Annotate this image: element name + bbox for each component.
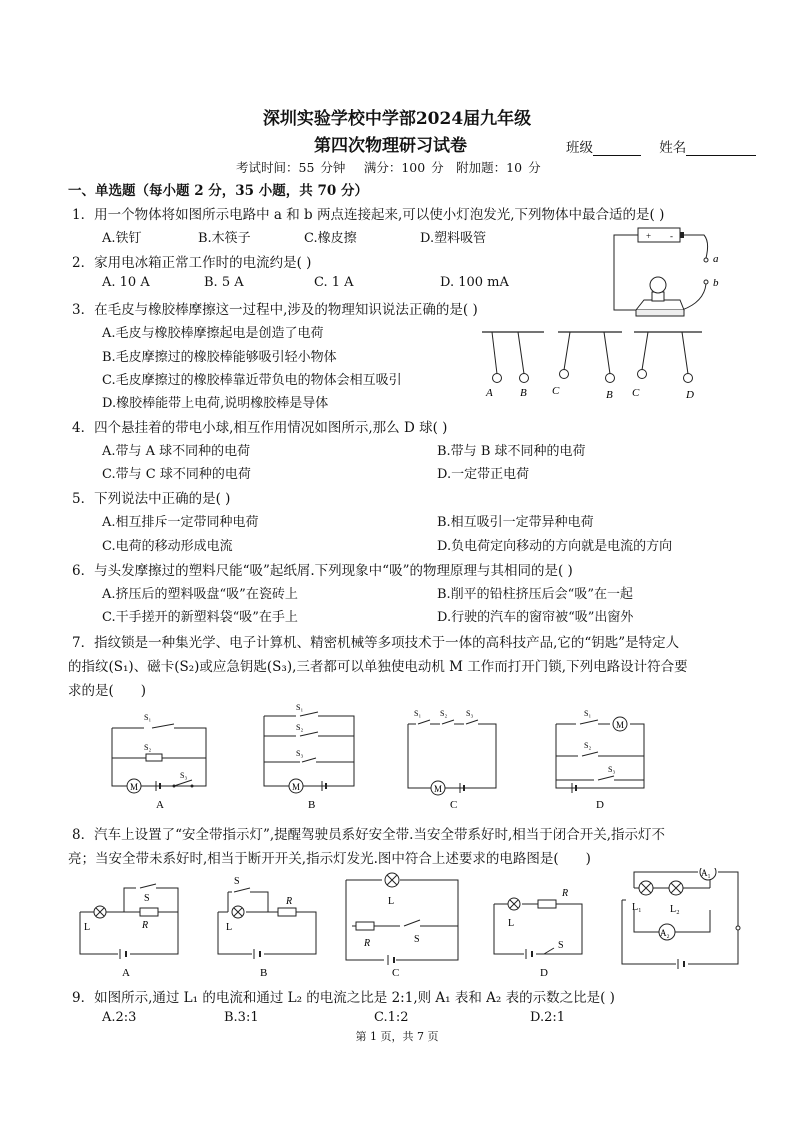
q6-option-d[interactable]: D.行驶的汽车的窗帘被“吸”出窗外 bbox=[437, 610, 634, 625]
motor-icon: M bbox=[292, 782, 301, 792]
switch-label: S₁ bbox=[296, 703, 304, 712]
question-1: 1．用一个物体将如图所示电路中 a 和 b 两点连接起来,可以使小灯泡发光,下列物体中最合适的是( ) bbox=[72, 207, 665, 223]
question-8-line2: 亮；当安全带未系好时,相当于断开开关,指示灯发光.图中符合上述要求的电路图是( ) bbox=[68, 851, 591, 867]
question-9: 9．如图所示,通过 L₁ 的电流和通过 L₂ 的电流之比是 2:1,则 A₁ 表和 A₂ 表的示数之比是( ) bbox=[72, 990, 615, 1006]
q3-option-b[interactable]: B.毛皮摩擦过的橡胶棒能够吸引轻小物体 bbox=[102, 350, 337, 365]
q2-option-b[interactable]: B. 5 A bbox=[204, 275, 244, 290]
q1-option-d[interactable]: D.塑料吸管 bbox=[420, 231, 487, 246]
q9-circuit-figure bbox=[632, 868, 740, 969]
q4-ball-label: B bbox=[520, 387, 527, 399]
question-7-line2: 的指纹(S₁)、磁卡(S₂)或应急钥匙(S₃),三者都可以单独使电动机 M 工作而打开门锁,下列电路设计符合要 bbox=[68, 659, 688, 675]
q9-option-b[interactable]: B.3:1 bbox=[224, 1010, 259, 1025]
q1-point-a: a bbox=[713, 253, 719, 265]
svg-text:+: + bbox=[646, 231, 652, 241]
question-7-line3: 求的是( ) bbox=[68, 683, 147, 699]
ammeter-label: A₂ bbox=[660, 928, 670, 938]
resistor-label: R bbox=[142, 920, 149, 931]
name-blank[interactable] bbox=[686, 143, 756, 156]
question-5: 5．下列说法中正确的是( ) bbox=[72, 491, 231, 507]
switch-label: S₃ bbox=[296, 749, 304, 758]
switch-label: S₁ bbox=[584, 709, 592, 718]
q5-option-a[interactable]: A.相互排斥一定带同种电荷 bbox=[102, 515, 259, 530]
q5-option-c[interactable]: C.电荷的移动形成电流 bbox=[102, 539, 233, 554]
q4-option-a[interactable]: A.带与 A 球不同种的电荷 bbox=[102, 444, 251, 459]
q4-ball-label: D bbox=[686, 389, 694, 401]
q7-circuit-options bbox=[104, 700, 664, 812]
switch-label: S₁ bbox=[414, 709, 422, 718]
q3-option-d[interactable]: D.橡胶棒能带上电荷,说明橡胶棒是导体 bbox=[102, 396, 329, 411]
q4-option-b[interactable]: B.带与 B 球不同种的电荷 bbox=[437, 444, 586, 459]
q5-option-b[interactable]: B.相互吸引一定带异种电荷 bbox=[437, 515, 594, 530]
q9-option-c[interactable]: C.1:2 bbox=[374, 1010, 409, 1025]
q1-point-b: b bbox=[713, 277, 719, 289]
class-name-fields bbox=[566, 136, 756, 156]
switch-label: S₃ bbox=[608, 765, 616, 774]
q8-circuit-options bbox=[74, 868, 744, 980]
q4-ball-label: B bbox=[606, 389, 613, 401]
q8-figure-label: D bbox=[540, 967, 548, 979]
question-2: 2．家用电冰箱正常工作时的电流约是( ) bbox=[72, 255, 312, 271]
lamp-label: L bbox=[226, 922, 233, 933]
switch-label: S₃ bbox=[466, 709, 474, 718]
q6-option-b[interactable]: B.削平的铅柱挤压后会“吸”在一起 bbox=[437, 587, 633, 602]
q9-option-d[interactable]: D.2:1 bbox=[530, 1010, 566, 1025]
q6-option-c[interactable]: C.干手搓开的新塑料袋“吸”在手上 bbox=[102, 610, 298, 625]
switch-label: S bbox=[144, 893, 150, 904]
question-6: 6．与头发摩擦过的塑料尺能“吸”起纸屑.下列现象中“吸”的物理原理与其相同的是( ) bbox=[72, 563, 573, 579]
q4-hanging-balls-figure bbox=[478, 326, 714, 404]
q4-option-d[interactable]: D.一定带正电荷 bbox=[437, 467, 530, 482]
lamp-label: L bbox=[84, 922, 91, 933]
light-bulb-icon bbox=[650, 277, 666, 293]
q2-option-c[interactable]: C. 1 A bbox=[314, 275, 354, 290]
q5-option-d[interactable]: D.负电荷定向移动的方向就是电流的方向 bbox=[437, 539, 673, 554]
question-4: 4．四个悬挂着的带电小球,相互作用情况如图所示,那么 D 球( ) bbox=[72, 420, 448, 436]
lamp-label: L₂ bbox=[670, 904, 680, 915]
page-footer: 第 1 页，共 7 页 bbox=[355, 1030, 439, 1043]
exam-title: 深圳实验学校中学部2024届九年级 bbox=[262, 109, 532, 129]
q6-option-a[interactable]: A.挤压后的塑料吸盘“吸”在瓷砖上 bbox=[102, 587, 298, 602]
exam-meta: 考试时间：55 分钟 满分：100 分 附加题：10 分 bbox=[236, 160, 541, 175]
switch-label: S bbox=[234, 876, 240, 887]
resistor-label: R bbox=[562, 888, 569, 899]
q7-figure-label: B bbox=[308, 799, 316, 811]
q8-figure-label: A bbox=[122, 967, 130, 979]
lamp-label: L₁ bbox=[632, 902, 642, 913]
question-8: 8．汽车上设置了“安全带指示灯”,提醒驾驶员系好安全带.当安全带系好时,相当于闭合开关,指示灯不 bbox=[72, 827, 666, 843]
switch-label: S₃ bbox=[180, 771, 188, 780]
section-heading: 一、单选题（每小题 2 分，35 小题，共 70 分） bbox=[68, 183, 368, 199]
q4-option-c[interactable]: C.带与 C 球不同种的电荷 bbox=[102, 467, 251, 482]
question-7: 7．指纹锁是一种集光学、电子计算机、精密机械等多项技术于一体的高科技产品,它的“钥匙”是特定人 bbox=[72, 635, 680, 651]
q4-ball-label: C bbox=[552, 385, 560, 397]
q4-ball-label: A bbox=[486, 387, 493, 399]
ammeter-label: A₁ bbox=[701, 868, 711, 878]
q1-option-a[interactable]: A.铁钉 bbox=[102, 231, 142, 246]
q9-option-a[interactable]: A.2:3 bbox=[102, 1010, 137, 1025]
resistor-label: R bbox=[286, 896, 293, 907]
switch-label: S₂ bbox=[144, 743, 152, 752]
q7-figure-label: A bbox=[156, 799, 164, 811]
q8-figure-label: B bbox=[260, 967, 268, 979]
q2-option-a[interactable]: A. 10 A bbox=[102, 275, 150, 290]
q4-ball-label: C bbox=[632, 387, 640, 399]
class-label: 班级 bbox=[566, 140, 593, 156]
q1-option-b[interactable]: B.木筷子 bbox=[198, 231, 251, 246]
q1-circuit-figure bbox=[600, 222, 730, 326]
exam-subtitle: 第四次物理研习试卷 bbox=[314, 136, 467, 156]
resistor-label: R bbox=[364, 938, 371, 949]
motor-icon: M bbox=[434, 784, 443, 794]
q7-option-b-figure bbox=[289, 703, 326, 811]
switch-label: S bbox=[414, 934, 420, 945]
switch-label: S₂ bbox=[440, 709, 448, 718]
motor-icon: M bbox=[616, 720, 625, 730]
q3-option-c[interactable]: C.毛皮摩擦过的橡胶棒靠近带负电的物体会相互吸引 bbox=[102, 373, 402, 388]
q7-figure-label: C bbox=[450, 799, 458, 811]
class-blank[interactable] bbox=[593, 143, 641, 156]
switch-label: S₂ bbox=[584, 741, 592, 750]
q1-option-c[interactable]: C.橡皮擦 bbox=[304, 231, 357, 246]
q7-option-c-figure bbox=[414, 709, 473, 811]
q3-option-a[interactable]: A.毛皮与橡胶棒摩擦起电是创造了电荷 bbox=[102, 326, 324, 341]
switch-label: S bbox=[558, 940, 564, 951]
svg-text:-: - bbox=[670, 231, 673, 241]
q8-figure-label: C bbox=[392, 967, 400, 979]
name-label: 姓名 bbox=[659, 140, 687, 156]
lamp-label: L bbox=[388, 896, 395, 907]
q2-option-d[interactable]: D. 100 mA bbox=[440, 275, 509, 290]
motor-icon: M bbox=[130, 782, 139, 792]
lamp-label: L bbox=[508, 918, 515, 929]
question-3: 3．在毛皮与橡胶棒摩擦这一过程中,涉及的物理知识说法正确的是( ) bbox=[72, 302, 478, 318]
switch-label: S₂ bbox=[296, 723, 304, 732]
q7-figure-label: D bbox=[596, 799, 604, 811]
switch-label: S₁ bbox=[144, 713, 152, 722]
